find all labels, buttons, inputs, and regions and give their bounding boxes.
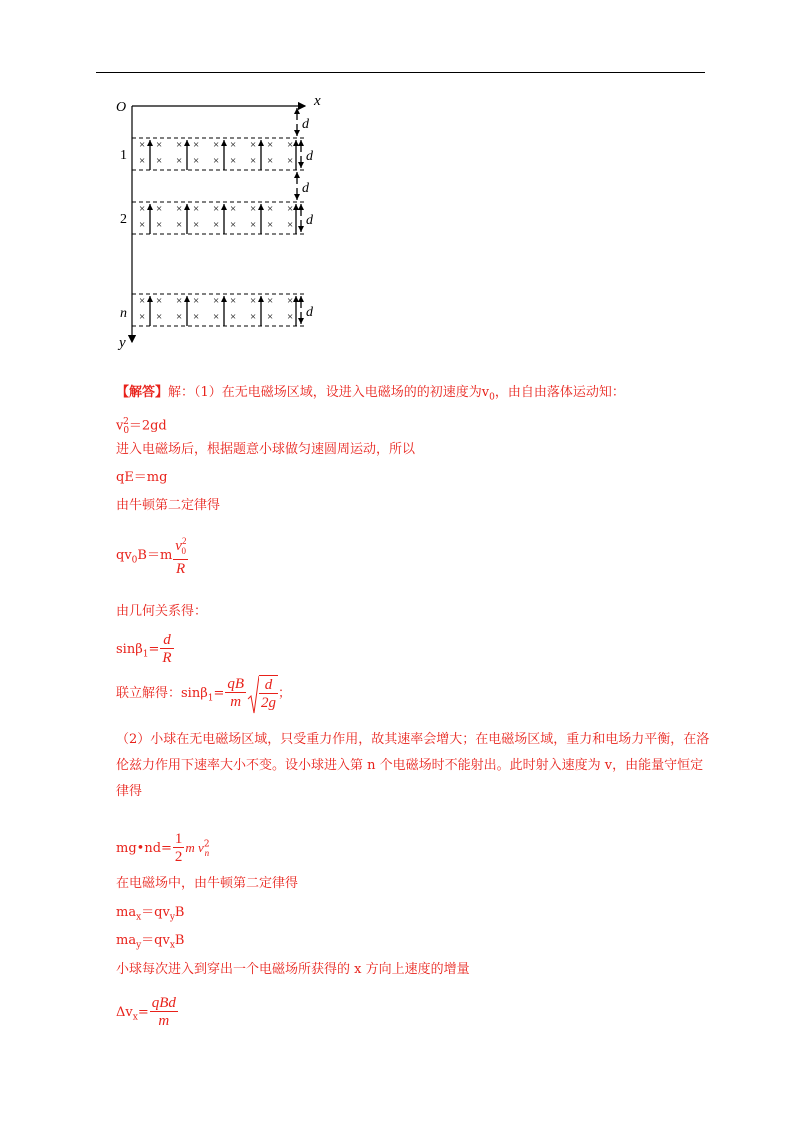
magnetic-field-cross: × [193,311,200,323]
gap-dimension-arrow-down-head [294,194,300,200]
magnetic-field-cross: × [267,139,274,151]
answer-line-4: 由几何关系得： [116,604,208,619]
answer-line-1: 【解答】解：（1）在无电磁场区域，设进入电磁场的的初速度为$v_0$，由自由落体运动知： [116,385,625,403]
magnetic-field-cross: × [193,219,200,231]
magnetic-field-cross: × [176,155,183,167]
electric-field-arrow-head [258,204,264,210]
magnetic-field-cross: × [139,139,146,151]
electric-field-arrow-head [293,140,299,146]
magnetic-field-cross: × [230,203,237,215]
electric-field-arrow-head [221,140,227,146]
magnetic-field-cross: × [287,139,294,151]
magnetic-field-cross: × [156,139,163,151]
magnetic-field-cross: × [139,311,146,323]
magnetic-field-cross: × [287,203,294,215]
gap-dimension-arrow-up-head [294,108,300,114]
magnetic-field-cross: × [156,219,163,231]
magnetic-field-cross: × [139,219,146,231]
electric-field-arrow-head [184,204,190,210]
electric-field-arrow-head [258,140,264,146]
answer-line-10: 小球每次进入到穿出一个电磁场所获得的 x 方向上速度的增量 [116,962,470,977]
equation-4: sinβ$_1$= $\frac{d}{R}$ [116,632,172,666]
answer-line-2: 进入电磁场后，根据题意小球做匀速圆周运动，所以 [116,442,416,457]
magnetic-field-cross: × [250,155,257,167]
magnetic-field-cross: × [267,311,274,323]
electric-field-arrow-head [221,204,227,210]
answer-tag: 【解答】 [116,385,169,400]
equation-2: qE＝mg [116,470,168,485]
electric-field-arrow-head [293,204,299,210]
magnetic-field-cross: × [213,139,220,151]
magnetic-field-cross: × [230,139,237,151]
gap-dimension-label-d: d [302,117,309,132]
answer-line-7: 在电磁场中，由牛顿第二定律得 [116,876,299,891]
gap-dimension-arrow-up-head [294,172,300,178]
magnetic-field-cross: × [287,219,294,231]
magnetic-field-cross: × [287,295,294,307]
equation-8: $ma_x=qv_yB$ [116,905,185,923]
magnetic-field-cross: × [156,295,163,307]
region-label-1: 1 [120,148,127,163]
magnetic-field-cross: × [156,203,163,215]
magnetic-field-cross: × [230,219,237,231]
electric-field-arrow-head [293,296,299,302]
electric-field-arrow-head [221,296,227,302]
answer-line-3: 由牛顿第二定律得 [116,498,221,513]
region-label-n: n [120,306,127,321]
origin-label: O [116,100,127,115]
magnetic-field-cross: × [213,311,220,323]
gap-dimension-arrow-down-head [294,130,300,136]
equation-3: $qv_0B=m$ $\frac{v^2_0}{R}$ [116,533,189,578]
magnetic-field-cross: × [250,139,257,151]
dimension-arrow-down-head [298,318,304,324]
magnetic-field-cross: × [230,311,237,323]
magnetic-field-cross: × [156,311,163,323]
magnetic-field-cross: × [287,155,294,167]
magnetic-field-cross: × [267,203,274,215]
magnetic-field-cross: × [267,155,274,167]
x-axis-label: x [314,93,321,109]
magnetic-field-cross: × [287,311,294,323]
magnetic-field-cross: × [176,139,183,151]
magnetic-field-cross: × [176,219,183,231]
region-label-2: 2 [120,212,127,227]
magnetic-field-cross: × [176,311,183,323]
header-rule [96,72,705,73]
magnetic-field-cross: × [230,295,237,307]
equation-11: $\Delta v_x=$ $\frac{\text{qBd}}{m}$ [116,995,176,1029]
electric-field-arrow-head [184,140,190,146]
dimension-label-d: d [306,149,313,164]
magnetic-field-cross: × [267,219,274,231]
magnetic-field-cross: × [250,203,257,215]
dimension-arrow-up-head [298,140,304,146]
electric-field-arrow-head [184,296,190,302]
equation-5: 联立解得：sinβ$_1$= $\frac{qB}{m}$ $\frac{d}{2g}$ ； [116,676,292,711]
magnetic-field-cross: × [250,311,257,323]
magnetic-field-cross: × [213,155,220,167]
magnetic-field-cross: × [193,139,200,151]
electric-field-arrow-head [147,296,153,302]
gap-dimension-label-d: d [302,181,309,196]
magnetic-field-cross: × [139,155,146,167]
field-regions-diagram [108,92,338,354]
magnetic-field-cross: × [267,295,274,307]
dimension-arrow-up-head [298,204,304,210]
magnetic-field-cross: × [193,295,200,307]
answer-paragraph-2: （2）小球在无电磁场区域，只受重力作用，故其速率会增大；在电磁场区域，重力和电场力平衡，在洛伦兹力作用下速率大小不变。设小球进入第 n 个电磁场时不能射出。此时射入速度为 v，由能量守恒定律得 [116,732,710,799]
dimension-label-d: d [306,213,313,228]
dimension-label-d: d [306,305,313,320]
magnetic-field-cross: × [230,155,237,167]
magnetic-field-cross: × [213,219,220,231]
magnetic-field-cross: × [193,203,200,215]
magnetic-field-cross: × [139,203,146,215]
dimension-arrow-up-head [298,296,304,302]
magnetic-field-cross: × [250,295,257,307]
y-axis-label: y [119,335,126,351]
magnetic-field-cross: × [213,295,220,307]
magnetic-field-cross: × [213,203,220,215]
equation-1: $v_0^2=2gd$ [116,417,167,436]
equation-9: $ma_y=qv_xB$ [116,933,185,951]
magnetic-field-cross: × [176,295,183,307]
dimension-arrow-down-head [298,162,304,168]
magnetic-field-cross: × [250,219,257,231]
magnetic-field-cross: × [176,203,183,215]
dimension-arrow-down-head [298,226,304,232]
magnetic-field-cross: × [139,295,146,307]
electric-field-arrow-head [147,140,153,146]
electric-field-arrow-head [147,204,153,210]
equation-6: mg•nd= $\frac{1}{2}$ m $v^2_n$ [116,831,210,865]
electric-field-arrow-head [258,296,264,302]
magnetic-field-cross: × [193,155,200,167]
magnetic-field-cross: × [156,155,163,167]
